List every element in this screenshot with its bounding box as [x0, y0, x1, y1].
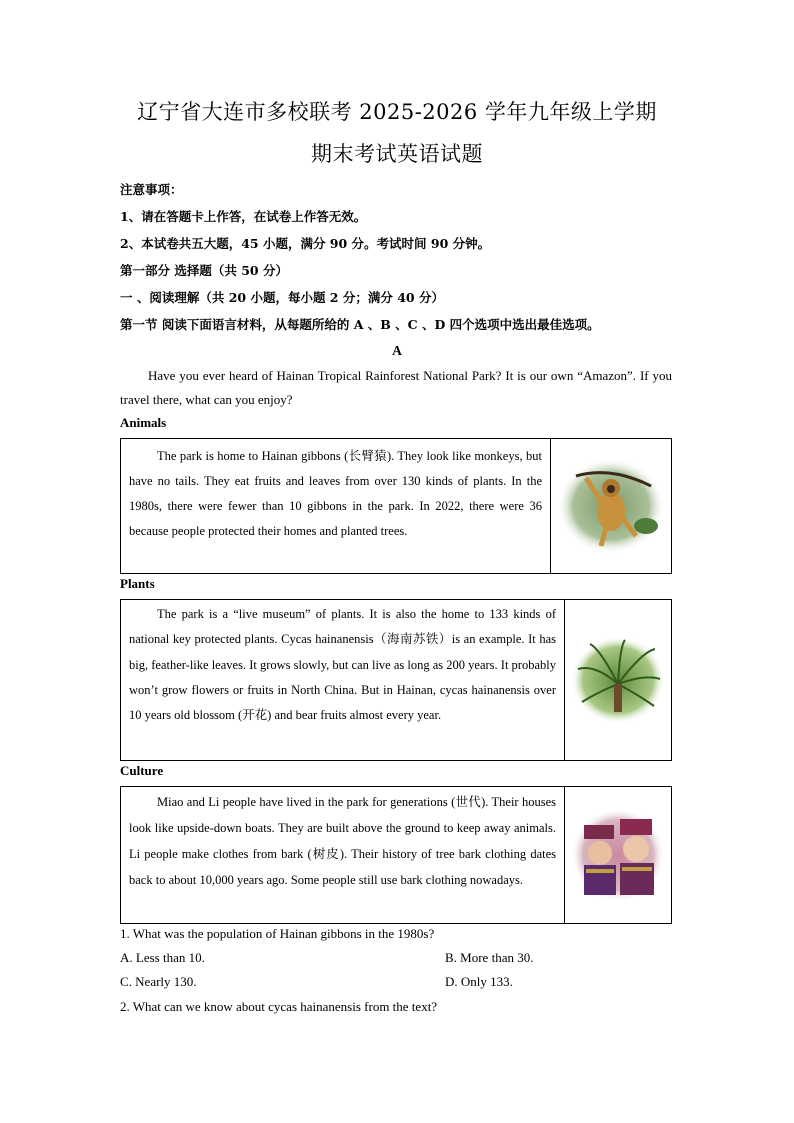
section-instruction: 第一节 阅读下面语言材料，从每题所给的 A 、B 、C 、D 四个选项中选出最佳选项。 — [120, 317, 600, 332]
notice-item-2: 2、本试卷共五大题，45 小题，满分 90 分。考试时间 90 分钟。 — [120, 236, 491, 251]
animals-image-cell — [550, 439, 671, 573]
animals-text-cell — [121, 439, 551, 573]
question-1-option-c[interactable]: C. Nearly 130. — [120, 974, 197, 989]
passage-intro — [120, 364, 672, 412]
culture-box — [120, 786, 672, 924]
question-1-stem: 1. What was the population of Hainan gibbons in the 1980s? — [120, 926, 435, 941]
question-1-option-d[interactable]: D. Only 133. — [445, 974, 513, 989]
plants-image-cell — [564, 600, 671, 760]
section-heading-plants: Plants — [120, 576, 155, 591]
notice-heading: 注意事项： — [120, 182, 183, 197]
gibbon-image — [556, 456, 666, 556]
question-2-stem: 2. What can we know about cycas hainanensis from the text? — [120, 999, 438, 1014]
plants-text-cell — [121, 600, 565, 760]
plants-box — [120, 599, 672, 761]
page-title-line1: 辽宁省大连市多校联考 2025-2026 学年九年级上学期 — [137, 100, 657, 124]
cycas-plant-image — [570, 634, 666, 726]
question-1-option-a[interactable]: A. Less than 10. — [120, 950, 205, 965]
part1-subheading: 一 、阅读理解（共 20 小题，每小题 2 分；满分 40 分） — [120, 290, 444, 305]
notice-item-1: 1、请在答题卡上作答，在试卷上作答无效。 — [120, 209, 367, 224]
culture-text-cell — [121, 787, 565, 923]
animals-box — [120, 438, 672, 574]
passage-intro-text: Have you ever heard of Hainan Tropical Rainforest National Park? It is our own “Amazon”. If you travel there, what can you enjoy? — [120, 368, 672, 407]
culture-image-cell — [564, 787, 671, 923]
animals-text: The park is home to Hainan gibbons (长臂猿). They look like monkeys, but have no tails. They eat fruits and leaves from over 130 kinds of plants. In the 1980s, there were fewer than 10 gibbons in the park. In 2022, there were 36 because people protected their homes and planted trees. — [129, 449, 542, 538]
question-1-option-b[interactable]: B. More than 30. — [445, 950, 534, 965]
passage-label: A — [392, 343, 402, 358]
li-people-image — [570, 807, 666, 903]
section-heading-culture: Culture — [120, 763, 164, 778]
part1-heading: 第一部分 选择题（共 50 分） — [120, 263, 288, 278]
culture-text: Miao and Li people have lived in the park for generations (世代). Their houses look like upside-down boats. They are built above the ground to keep away animals. Li people make clothes from bark (树皮). Their history of tree bark clothing dates back to about 10,000 years ago. Some people still use bark clothing nowadays. — [129, 795, 556, 887]
page-title-line2: 期末考试英语试题 — [311, 142, 483, 166]
section-heading-animals: Animals — [120, 415, 167, 430]
plants-text: The park is a “live museum” of plants. It is also the home to 133 kinds of national key protected plants. Cycas hainanensis（海南苏铁）is an example. It has big, feather-like leaves. It grows slowly, but can live as long as 200 years. It probably won’t grow flowers or fruits in North China. But in Hainan, cycas hainanensis over 10 years old blossom (开花) and bear fruits almost every year. — [129, 607, 556, 723]
